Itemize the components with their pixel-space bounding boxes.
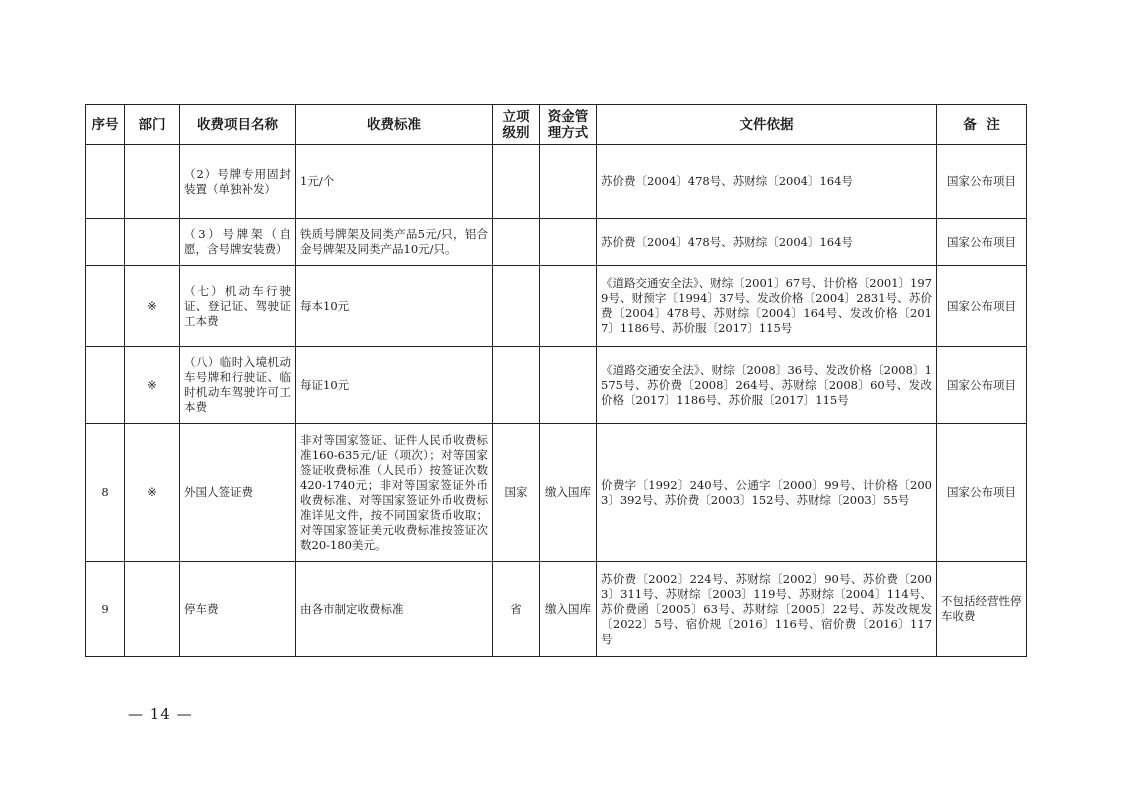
cell-name: 外国人签证费 <box>180 424 296 562</box>
cell-no <box>86 266 125 347</box>
table-row <box>86 266 1027 347</box>
cell-fund <box>540 219 597 266</box>
table-row <box>86 424 1027 562</box>
cell-name: （2）号牌专用固封装置（单独补发） <box>180 145 296 219</box>
header-no: 序号 <box>86 105 125 145</box>
header-dept: 部门 <box>125 105 180 145</box>
cell-level <box>493 347 540 424</box>
cell-level: 省 <box>493 562 540 657</box>
cell-basis: 苏价费〔2002〕224号、苏财综〔2002〕90号、苏价费〔2003〕311号、苏财综〔2003〕119号、苏财综〔2004〕114号、苏价费函〔2005〕63号、苏财综〔2005〕22号、苏发改规发〔2022〕5号、宿价规〔2016〕116号、宿价费〔2016〕117号 <box>597 562 937 657</box>
cell-dept <box>125 219 180 266</box>
cell-remark: 国家公布项目 <box>937 266 1027 347</box>
table-header-row <box>86 105 1027 145</box>
cell-name: （七）机动车行驶证、登记证、驾驶证工本费 <box>180 266 296 347</box>
cell-no: 8 <box>86 424 125 562</box>
cell-remark: 国家公布项目 <box>937 219 1027 266</box>
cell-standard: 由各市制定收费标准 <box>296 562 493 657</box>
table-row <box>86 347 1027 424</box>
cell-name: （八）临时入境机动车号牌和行驶证、临时机动车驾驶许可工本费 <box>180 347 296 424</box>
cell-dept <box>125 562 180 657</box>
cell-fund <box>540 145 597 219</box>
cell-no <box>86 219 125 266</box>
cell-standard: 铁质号牌架及同类产品5元/只，铝合金号牌架及同类产品10元/只。 <box>296 219 493 266</box>
cell-basis: 苏价费〔2004〕478号、苏财综〔2004〕164号 <box>597 145 937 219</box>
cell-dept: ※ <box>125 347 180 424</box>
cell-fund <box>540 266 597 347</box>
table-row <box>86 145 1027 219</box>
cell-level <box>493 145 540 219</box>
cell-level <box>493 219 540 266</box>
cell-remark: 国家公布项目 <box>937 347 1027 424</box>
cell-name: （3）号牌架（自愿，含号牌安装费） <box>180 219 296 266</box>
cell-no <box>86 145 125 219</box>
cell-standard: 1元/个 <box>296 145 493 219</box>
cell-no: 9 <box>86 562 125 657</box>
table-row <box>86 219 1027 266</box>
header-fund: 资金管理方式 <box>540 105 597 145</box>
cell-level: 国家 <box>493 424 540 562</box>
cell-fund: 缴入国库 <box>540 562 597 657</box>
cell-fund <box>540 347 597 424</box>
cell-basis: 《道路交通安全法》、财综〔2001〕67号、计价格〔2001〕1979号、财预字〔1994〕37号、发改价格〔2004〕2831号、苏价费〔2004〕478号、苏财综〔2004〕164号、发改价格〔2017〕1186号、苏价服〔2017〕115号 <box>597 266 937 347</box>
cell-fund: 缴入国库 <box>540 424 597 562</box>
cell-standard: 每本10元 <box>296 266 493 347</box>
cell-basis: 价费字〔1992〕240号、公通字〔2000〕99号、计价格〔2003〕392号、苏价费〔2003〕152号、苏财综〔2003〕55号 <box>597 424 937 562</box>
cell-name: 停车费 <box>180 562 296 657</box>
header-standard: 收费标准 <box>296 105 493 145</box>
cell-standard: 每证10元 <box>296 347 493 424</box>
cell-no <box>86 347 125 424</box>
cell-dept: ※ <box>125 424 180 562</box>
cell-dept: ※ <box>125 266 180 347</box>
fee-table <box>85 104 1027 657</box>
cell-remark: 国家公布项目 <box>937 145 1027 219</box>
cell-remark: 不包括经营性停车收费 <box>937 562 1027 657</box>
header-name: 收费项目名称 <box>180 105 296 145</box>
page-number: — 14 — <box>128 705 193 723</box>
header-level: 立项级别 <box>493 105 540 145</box>
cell-level <box>493 266 540 347</box>
cell-standard: 非对等国家签证、证件人民币收费标准160-635元/证（项次）；对等国家签证收费标准（人民币）按签证次数420-1740元；非对等国家签证外币收费标准、对等国家签证外币收费标准详见文件，按不同国家货币收取；对等国家签证美元收费标准按签证次数20-180美元。 <box>296 424 493 562</box>
cell-dept <box>125 145 180 219</box>
cell-basis: 苏价费〔2004〕478号、苏财综〔2004〕164号 <box>597 219 937 266</box>
cell-remark: 国家公布项目 <box>937 424 1027 562</box>
cell-basis: 《道路交通安全法》、财综〔2008〕36号、发改价格〔2008〕1575号、苏价费〔2008〕264号、苏财综〔2008〕60号、发改价格〔2017〕1186号、苏价服〔2017〕115号 <box>597 347 937 424</box>
header-basis: 文件依据 <box>597 105 937 145</box>
table-row <box>86 562 1027 657</box>
header-remark: 备 注 <box>937 105 1027 145</box>
